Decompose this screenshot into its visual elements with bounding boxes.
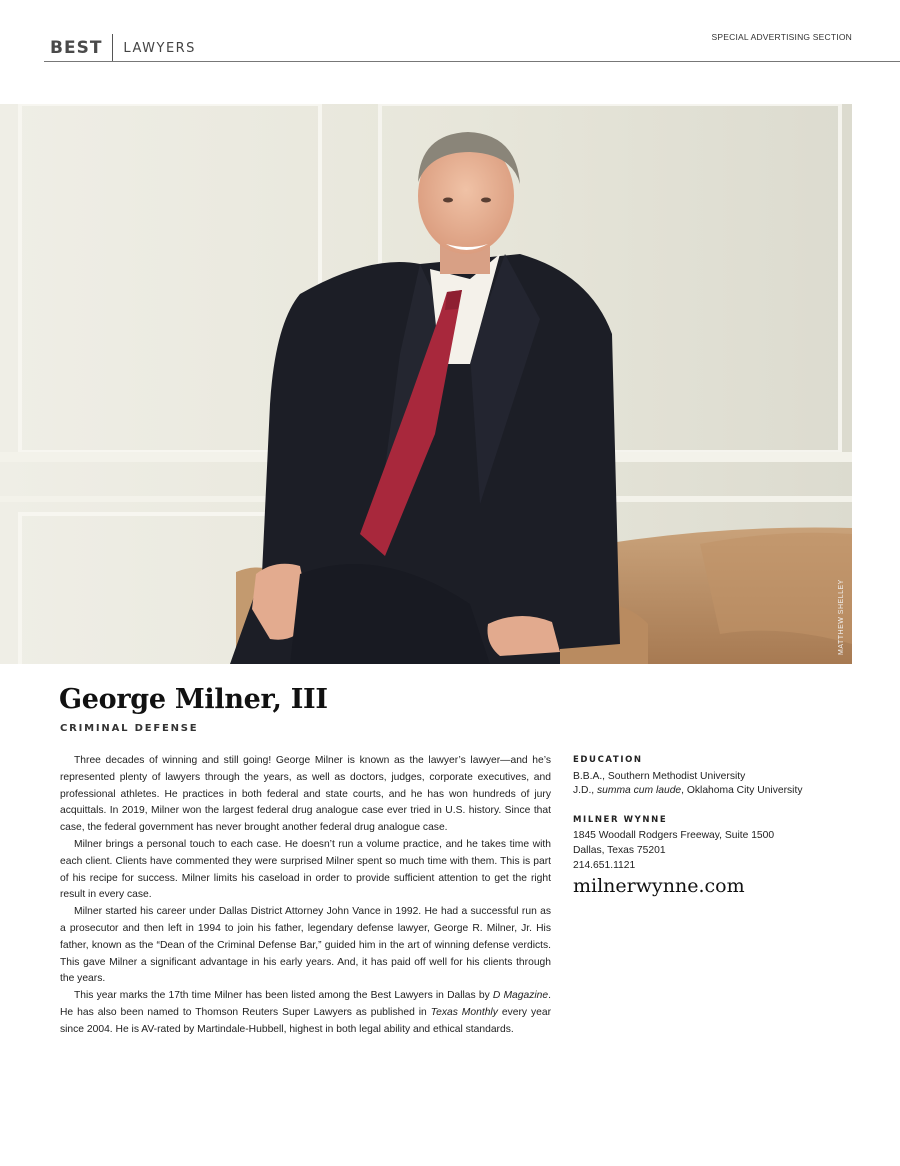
education-text: , Oklahoma City University xyxy=(681,785,803,797)
header-rule xyxy=(44,61,900,62)
bio-text-run: This year marks the 17th time Milner has been listed among the Best Lawyers in Dallas by xyxy=(74,990,493,1002)
portrait-photo xyxy=(0,104,852,664)
photo-credit: MATTHEW SHELLEY xyxy=(838,579,845,655)
address-line: 1845 Woodall Rodgers Freeway, Suite 1500 xyxy=(573,830,775,842)
brand-best: BEST xyxy=(50,38,103,58)
bio-paragraph: Three decades of winning and still going! George Milner is known as the lawyer’s lawyer—and he’s represented plenty of lawyers through the years, as well as doctors, judges, corporate executives, and professional athletes. He practices in both federal and state courts, and he has won hundreds of jury acquittals. In 2019, Milner won the largest federal drug analogue case ever tried in U.S. history. Since that case, the federal government has never brought another federal drug analogue case. xyxy=(60,755,551,834)
education-text: J.D., xyxy=(573,785,598,797)
firm-block xyxy=(573,813,853,898)
portrait-illustration xyxy=(0,104,852,664)
lawyer-name: George Milner, III xyxy=(59,684,328,715)
bio-paragraph: Milner started his career under Dallas District Attorney John Vance in 1992. He had a successful run as a prosecutor and then left in 1994 to join his father, legendary defense lawyer, George R. Milner, Jr. His father, known as the “Dean of the Criminal Defense Bar,” guided him in the art of winning defense verdicts. This gave Milner a significant advantage in his early years. And, it has paid off well for his clients through the years. xyxy=(60,906,551,985)
sidebar xyxy=(573,753,853,908)
education-block xyxy=(573,753,853,799)
education-honors: summa cum laude xyxy=(597,785,682,797)
section-label: SPECIAL ADVERTISING SECTION xyxy=(711,32,852,42)
brand-lawyers: LAWYERS xyxy=(123,40,196,56)
education-line xyxy=(573,784,853,799)
masthead xyxy=(50,34,196,62)
bio-text-run: every year since 2004. He is AV-rated by Martindale-Hubbell, highest in both legal ability and ethical standards. xyxy=(60,1006,552,1035)
publication-name: Texas Monthly xyxy=(430,1006,498,1018)
phone-number[interactable]: 214.651.1121 xyxy=(573,859,636,871)
bio-paragraph: Milner brings a personal touch to each case. He doesn’t run a volume practice, and he takes time with each client. Clients have commented they were surprised Milner spent so much time with them. This is part of his recipe for success. Milner limits his caseload in order to provide sufficient attention to get the right result in every case. xyxy=(60,838,551,901)
bio-paragraph xyxy=(60,988,551,1038)
bio-text xyxy=(60,753,551,1039)
website-link[interactable]: milnerwynne.com xyxy=(573,875,745,898)
education-line: B.B.A., Southern Methodist University xyxy=(573,770,746,782)
education-heading: EDUCATION xyxy=(573,755,643,765)
brand-divider xyxy=(112,34,113,62)
practice-area: CRIMINAL DEFENSE xyxy=(60,723,199,734)
publication-name: D Magazine xyxy=(492,990,549,1002)
firm-heading: MILNER WYNNE xyxy=(573,814,668,825)
address-line: Dallas, Texas 75201 xyxy=(573,844,666,856)
bio-text-run: . He has also been named to Thomson Reuters Super Lawyers as published in xyxy=(60,990,551,1018)
